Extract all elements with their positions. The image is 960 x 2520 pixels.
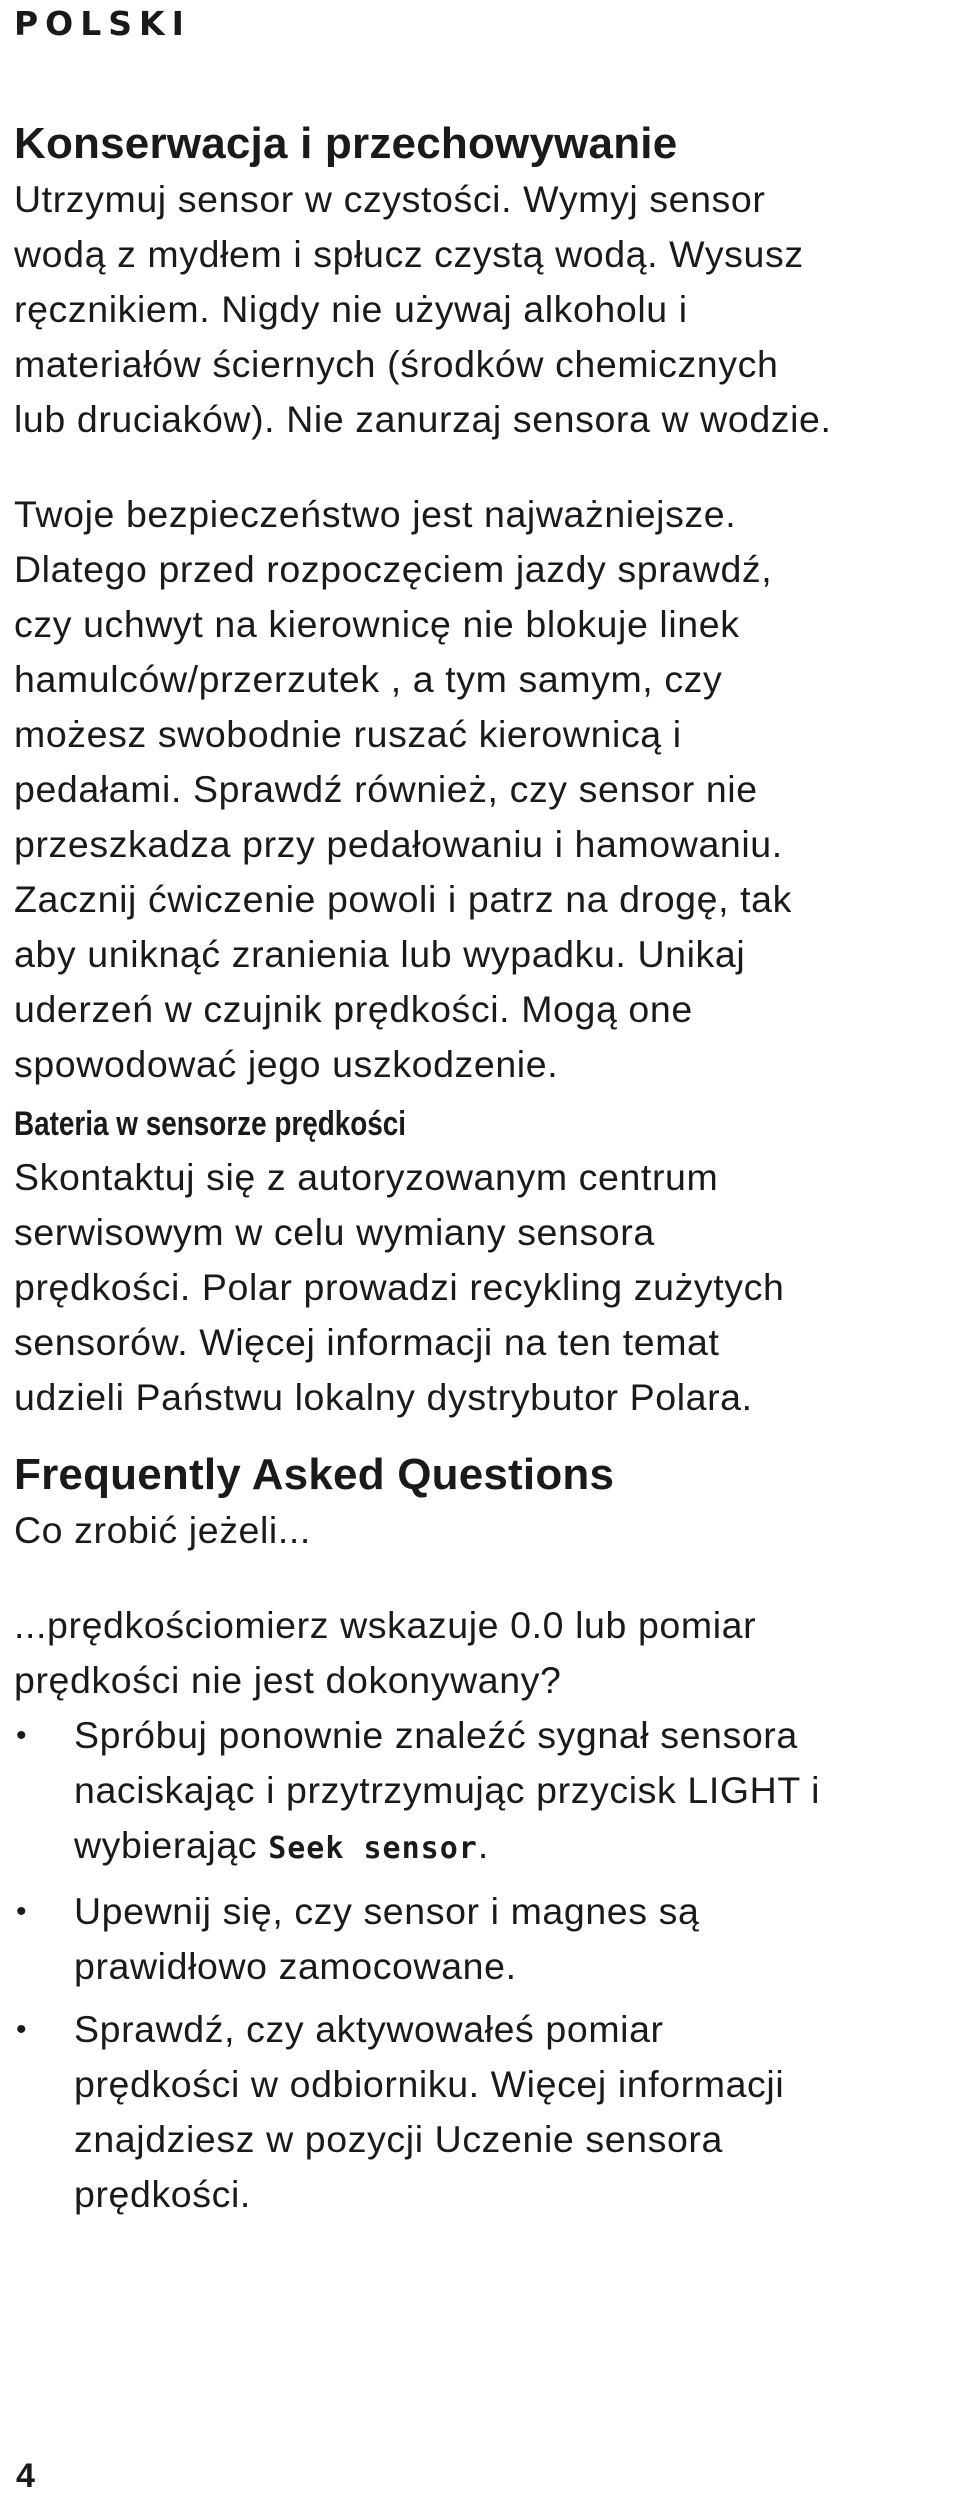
safety-line: przeszkadza przy pedałowaniu i hamowaniu.	[14, 823, 783, 865]
list-item	[14, 1708, 944, 1876]
maintenance-line: ręcznikiem. Nigdy nie używaj alkoholu i	[14, 288, 688, 330]
maintenance-line: wodą z mydłem i spłucz czystą wodą. Wysusz	[14, 233, 804, 275]
list-item-line: Upewnij się, czy sensor i magnes są	[74, 1890, 700, 1932]
faq-section	[14, 1447, 944, 2222]
list-item-line: wybierając	[74, 1824, 269, 1866]
bullet-icon: •	[16, 1719, 28, 1752]
faq-question-line: prędkości nie jest dokonywany?	[14, 1659, 562, 1701]
safety-line: uderzeń w czujnik prędkości. Mogą one	[14, 988, 693, 1030]
display-text: Seek sensor	[268, 1831, 478, 1866]
safety-line: czy uchwyt na kierownicę nie blokuje linek	[14, 603, 740, 645]
bullet-icon: •	[16, 1895, 28, 1928]
faq-intro: Co zrobić jeżeli...	[14, 1509, 311, 1551]
paragraph-gap	[14, 447, 944, 487]
faq-answer-list	[14, 1708, 944, 2222]
safety-line: możesz swobodnie ruszać kierownicą i	[14, 713, 682, 755]
list-item-line: Spróbuj ponownie znaleźć sygnał sensora	[74, 1714, 798, 1756]
page-content	[14, 116, 944, 2230]
maintenance-line: Utrzymuj sensor w czystości. Wymyj sensor	[14, 178, 766, 220]
maintenance-heading: Konserwacja i przechowywanie	[14, 119, 678, 168]
maintenance-text	[14, 172, 944, 447]
faq-question	[14, 1598, 944, 1708]
safety-line: pedałami. Sprawdź również, czy sensor nie	[14, 768, 758, 810]
list-item-line: Sprawdź, czy aktywowałeś pomiar	[74, 2008, 664, 2050]
list-item-line: znajdziesz w pozycji Uczenie sensora	[74, 2118, 723, 2160]
battery-line: Skontaktuj się z autoryzowanym centrum	[14, 1156, 719, 1198]
battery-heading: Bateria w sensorze prędkości	[14, 1105, 407, 1143]
safety-line: hamulców/przerzutek , a tym samym, czy	[14, 658, 723, 700]
safety-text	[14, 487, 944, 1092]
list-item-line: prawidłowo zamocowane.	[74, 1945, 517, 1987]
safety-line: aby uniknąć zranienia lub wypadku. Unikaj	[14, 933, 746, 975]
bullet-icon: •	[16, 2013, 28, 2046]
list-item	[14, 2002, 944, 2222]
paragraph-gap	[14, 1558, 944, 1598]
battery-section	[14, 1098, 944, 1425]
list-item-line: .	[477, 1824, 489, 1866]
battery-line: prędkości. Polar prowadzi recykling zużytych	[14, 1266, 785, 1308]
safety-line: Twoje bezpieczeństwo jest najważniejsze.	[14, 493, 737, 535]
battery-line: serwisowym w celu wymiany sensora	[14, 1211, 655, 1253]
battery-line: sensorów. Więcej informacji na ten temat	[14, 1321, 720, 1363]
faq-heading: Frequently Asked Questions	[14, 1450, 615, 1499]
safety-line: Zacznij ćwiczenie powoli i patrz na drogę, tak	[14, 878, 792, 920]
safety-line: Dlatego przed rozpoczęciem jazdy sprawdź,	[14, 548, 773, 590]
language-header: POLSKI	[14, 4, 191, 43]
list-item-line: prędkości w odbiorniku. Więcej informacji	[74, 2063, 785, 2105]
maintenance-section	[14, 116, 944, 447]
page-number: 4	[16, 2457, 35, 2495]
list-item-line: naciskając i przytrzymując przycisk LIGHT i	[74, 1769, 821, 1811]
maintenance-line: materiałów ściernych (środków chemicznych	[14, 343, 779, 385]
list-item	[14, 1884, 944, 1994]
list-item-line: prędkości.	[74, 2173, 251, 2215]
maintenance-line: lub druciaków). Nie zanurzaj sensora w wodzie.	[14, 398, 832, 440]
faq-question-line: ...prędkościomierz wskazuje 0.0 lub pomiar	[14, 1604, 757, 1646]
safety-section	[14, 487, 944, 1092]
safety-line: spowodować jego uszkodzenie.	[14, 1043, 559, 1085]
battery-line: udzieli Państwu lokalny dystrybutor Polara.	[14, 1376, 753, 1418]
battery-text	[14, 1150, 944, 1425]
